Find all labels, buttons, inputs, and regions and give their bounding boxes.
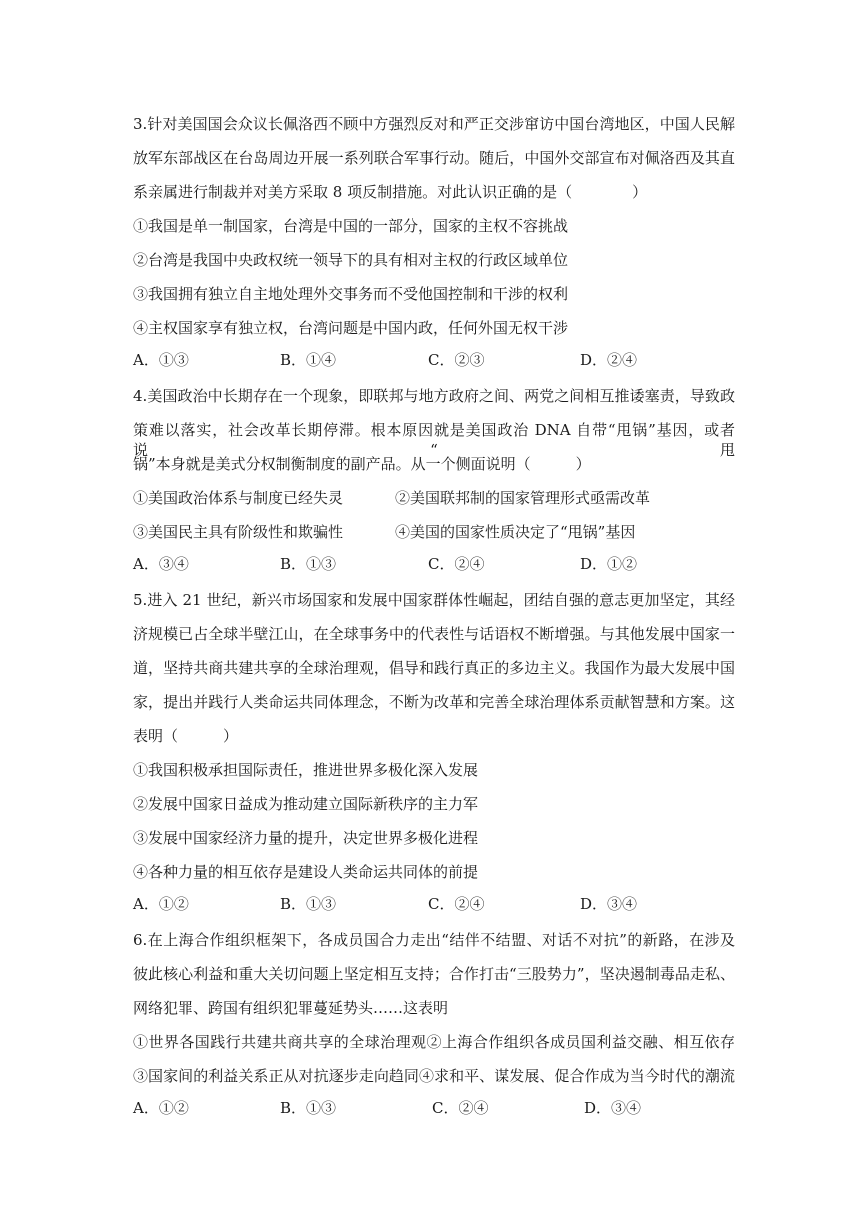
q6-stem-line-2: 彼此核心利益和重大关切问题上坚定相互支持；合作打击“三股势力”，坚决遏制毒品走私、 — [133, 965, 735, 983]
q5-stem-line-3: 道，坚持共商共建共享的全球治理观，倡导和践行真正的多边主义。我国作为最大发展中国 — [133, 659, 735, 677]
q5-option-1: ①我国积极承担国际责任，推进世界多极化深入发展 — [133, 761, 479, 779]
q6-option-line-2: ③国家间的利益关系正从对抗逐步走向趋同④求和平、谋发展、促合作成为当今时代的潮流 — [133, 1067, 735, 1085]
q3-stem-line-1: 3.针对美国国会众议长佩洛西不顾中方强烈反对和严正交涉窜访中国台湾地区，中国人民解 — [133, 115, 735, 133]
q4-choice-b[interactable]: B．①③ — [280, 555, 337, 573]
q4-choice-d[interactable]: D．①② — [580, 555, 638, 573]
q5-option-4: ④各种力量的相互依存是建设人类命运共同体的前提 — [133, 863, 479, 881]
q4-choice-c[interactable]: C．②④ — [428, 555, 485, 573]
q3-choice-a[interactable]: A．①③ — [133, 351, 189, 369]
q3-option-1: ①我国是单一制国家，台湾是中国的一部分，国家的主权不容挑战 — [133, 217, 569, 235]
q3-option-4: ④主权国家享有独立权，台湾问题是中国内政，任何外国无权干涉 — [133, 319, 569, 337]
q4-choice-a[interactable]: A．③④ — [133, 555, 189, 573]
q4-stem-line-2: 策难以落实，社会改革长期停滞。根本原因就是美国政治 DNA 自带“甩锅”基因，或者说“甩 — [133, 421, 735, 459]
q5-stem-line-1: 5.进入 21 世纪，新兴市场国家和发展中国家群体性崛起，团结自强的意志更加坚定，其经 — [133, 591, 735, 609]
q6-choice-a[interactable]: A．①② — [133, 1099, 189, 1117]
q3-option-2: ②台湾是我国中央政权统一领导下的具有相对主权的行政区域单位 — [133, 251, 569, 269]
q5-option-2: ②发展中国家日益成为推动建立国际新秩序的主力军 — [133, 795, 479, 813]
q3-stem-line-2: 放军东部战区在台岛周边开展一系列联合军事行动。随后，中国外交部宣布对佩洛西及其直 — [133, 149, 735, 167]
q4-stem-line-3: 锅”本身就是美式分权制衡制度的副产品。从一个侧面说明（ ） — [133, 455, 591, 473]
q6-stem-line-1: 6.在上海合作组织框架下，各成员国合力走出“结伴不结盟、对话不对抗”的新路，在涉及 — [133, 931, 735, 949]
q4-option-3: ③美国民主具有阶级性和欺骗性 — [133, 523, 344, 541]
q6-choice-c[interactable]: C．②④ — [432, 1099, 489, 1117]
q3-choice-b[interactable]: B．①④ — [280, 351, 337, 369]
q5-choice-b[interactable]: B．①③ — [280, 895, 337, 913]
q3-stem-line-3: 系亲属进行制裁并对美方采取 8 项反制措施。对此认识正确的是（ ） — [133, 183, 648, 201]
q3-choice-d[interactable]: D．②④ — [580, 351, 638, 369]
q5-stem-line-2: 济规模已占全球半壁江山，在全球事务中的代表性与话语权不断增强。与其他发展中国家一 — [133, 625, 735, 643]
q5-choice-c[interactable]: C．②④ — [428, 895, 485, 913]
q3-option-3: ③我国拥有独立自主地处理外交事务而不受他国控制和干涉的权利 — [133, 285, 569, 303]
q5-choice-d[interactable]: D．③④ — [580, 895, 638, 913]
q6-option-line-1: ①世界各国践行共建共商共享的全球治理观②上海合作组织各成员国利益交融、相互依存 — [133, 1033, 735, 1051]
q6-stem-line-3: 网络犯罪、跨国有组织犯罪蔓延势头……这表明 — [133, 999, 449, 1017]
q6-choice-b[interactable]: B．①③ — [280, 1099, 337, 1117]
q5-choice-a[interactable]: A．①② — [133, 895, 189, 913]
q4-option-4: ④美国的国家性质决定了“甩锅”基因 — [395, 523, 636, 541]
q5-option-3: ③发展中国家经济力量的提升，决定世界多极化进程 — [133, 829, 479, 847]
q4-stem-line-1: 4.美国政治中长期存在一个现象，即联邦与地方政府之间、两党之间相互推诿塞责，导致政 — [133, 387, 735, 405]
q5-stem-line-4: 家，提出并践行人类命运共同体理念，不断为改革和完善全球治理体系贡献智慧和方案。这 — [133, 693, 735, 711]
q4-option-1: ①美国政治体系与制度已经失灵 — [133, 489, 344, 507]
q3-choice-c[interactable]: C．②③ — [428, 351, 485, 369]
q6-choice-d[interactable]: D．③④ — [584, 1099, 642, 1117]
q4-option-2: ②美国联邦制的国家管理形式亟需改革 — [395, 489, 651, 507]
q5-stem-line-5: 表明（ ） — [133, 727, 239, 745]
